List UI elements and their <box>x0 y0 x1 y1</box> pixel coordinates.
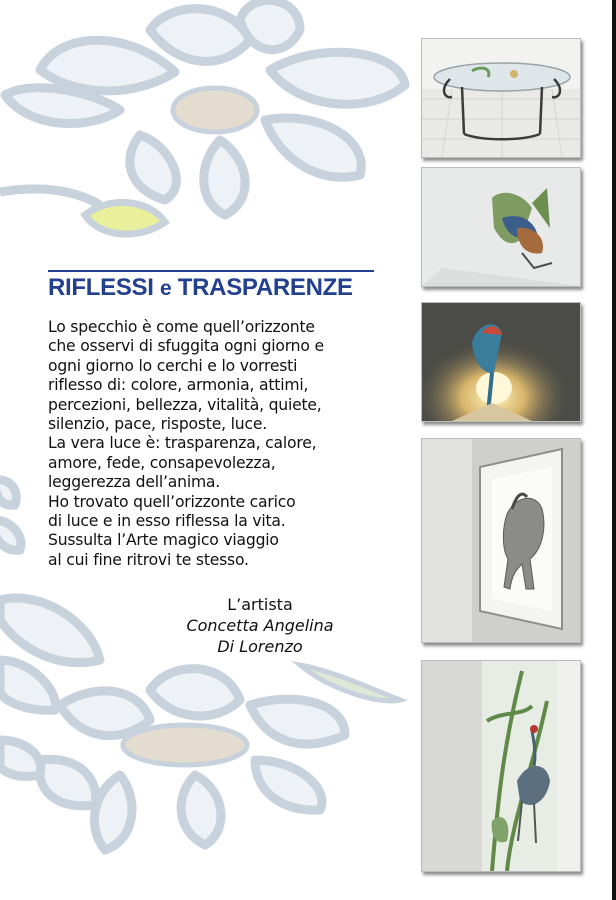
title-word-trasparenze: TRASPARENZE <box>177 274 353 301</box>
page-edge <box>612 0 616 900</box>
poem-line: Lo specchio è come quell’orizzonte <box>48 318 315 336</box>
poem-line: amore, fede, consapevolezza, <box>48 453 276 472</box>
photo-mirror-birds <box>421 167 581 287</box>
page-title <box>48 274 353 302</box>
poem-line: silenzio, pace, risposte, luce. <box>48 415 267 434</box>
artist-signature <box>160 594 360 657</box>
artist-name-line1: Concetta Angelina <box>186 616 334 635</box>
poem-line: Sussulta l’Arte magico viaggio <box>48 531 279 550</box>
photo-glass-table <box>421 38 581 158</box>
signature-role: L’artista <box>227 595 293 614</box>
poem-text <box>48 318 388 570</box>
poem-line: di luce e in esso riflessa la vita. <box>48 512 286 531</box>
photo-parrot-lamp <box>421 302 581 422</box>
artist-name-line2: Di Lorenzo <box>217 637 303 656</box>
poem-line: ogni giorno lo cerchi e lo vorresti <box>48 356 298 375</box>
poem-line: leggerezza dell’anima. <box>48 473 221 492</box>
poem-line: al cui fine ritrovi te stesso. <box>48 550 249 569</box>
poem-line: percezioni, bellezza, vitalità, quiete, <box>48 395 322 414</box>
poem-line: La vera luce è: trasparenza, calore, <box>48 434 317 453</box>
poem-line: che osservi di sfuggita ogni giorno e <box>48 337 324 356</box>
photo-framed-horse <box>421 438 581 643</box>
title-word-riflessi: RIFLESSI <box>48 274 154 301</box>
poem-line: riflesso di: colore, armonia, attimi, <box>48 376 309 395</box>
title-rule <box>48 270 374 272</box>
photo-heron-glass <box>421 660 581 872</box>
poem-line: Ho trovato quell’orizzonte carico <box>48 492 296 511</box>
title-conjunction: e <box>160 277 172 300</box>
